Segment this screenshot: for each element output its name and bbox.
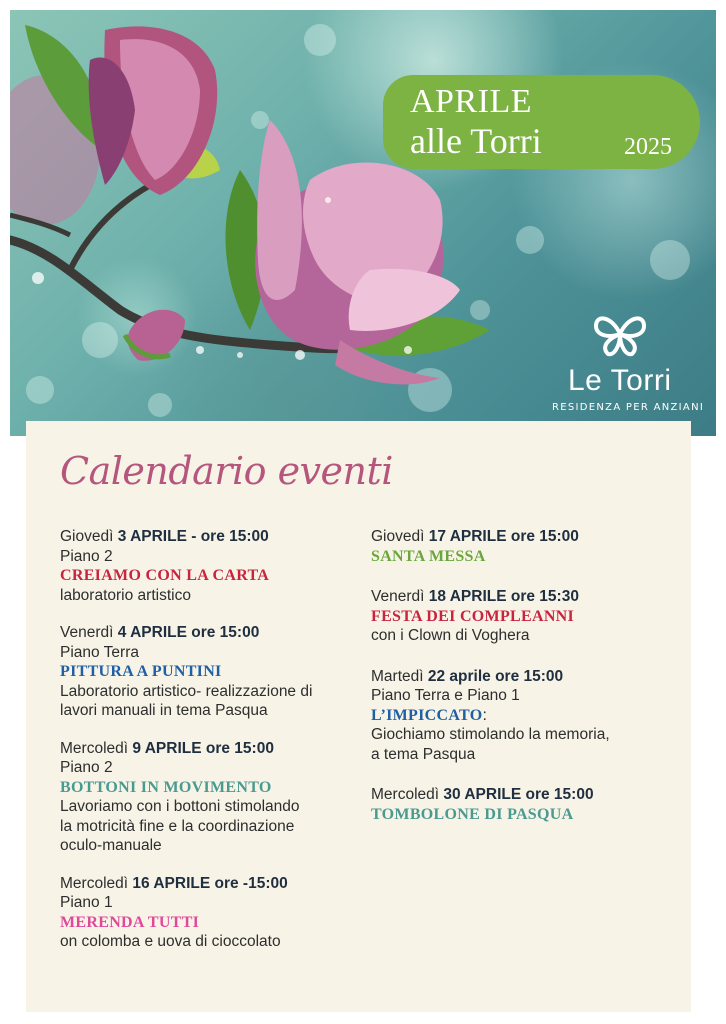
- event-location: Piano Terra: [60, 643, 139, 661]
- event-description: Laboratorio artistico- realizzazione di: [60, 682, 313, 700]
- event-title: PITTURA A PUNTINI: [60, 663, 222, 680]
- event-location: Piano 2: [60, 759, 113, 776]
- event-when: [60, 623, 360, 643]
- event-day: Giovedì: [371, 528, 425, 545]
- event-item: [60, 527, 360, 605]
- butterfly-icon: [590, 310, 650, 358]
- event-when: [60, 874, 360, 894]
- event-location: Piano 1: [60, 894, 113, 911]
- title-year: 2025: [624, 134, 672, 160]
- event-title: BOTTONI IN MOVIMENTO: [60, 778, 272, 796]
- event-title: SANTA MESSA: [371, 547, 486, 565]
- title-banner: [383, 75, 700, 169]
- event-description: Giochiamo stimolando la memoria,: [371, 726, 610, 743]
- event-date: 22 aprile ore 15:00: [427, 667, 564, 685]
- event-date: 18 APRILE ore 15:30: [428, 588, 579, 605]
- event-title: CREIAMO CON LA CARTA: [60, 567, 270, 584]
- event-date: 17 APRILE ore 15:00: [428, 528, 579, 545]
- event-location: Piano Terra e Piano 1: [371, 687, 520, 704]
- hero-image: [10, 10, 716, 436]
- event-title-row: [371, 706, 671, 726]
- calendar-panel: [26, 421, 691, 1012]
- event-description: laboratorio artistico: [60, 586, 191, 604]
- title-month: APRILE: [410, 83, 532, 120]
- calendar-title: Calendario eventi: [60, 449, 393, 493]
- event-item: [60, 623, 360, 721]
- events-column-left: [60, 527, 360, 970]
- event-item: [371, 527, 671, 566]
- event-description: la motricità fine e la coordinazione: [60, 817, 295, 835]
- logo-name: Le Torri: [568, 364, 672, 397]
- event-description: con i Clown di Voghera: [371, 627, 530, 644]
- event-description: lavori manuali in tema Pasqua: [60, 702, 268, 719]
- event-title: MERENDA TUTTI: [60, 913, 200, 931]
- event-when: [60, 527, 360, 547]
- event-date: 16 APRILE ore -15:00: [132, 874, 288, 892]
- event-location: Piano 2: [60, 547, 113, 565]
- event-item: [371, 785, 671, 824]
- event-day: Venerdì: [60, 624, 114, 641]
- event-when: [371, 667, 671, 687]
- event-day: Martedì: [371, 667, 424, 685]
- event-day: Venerdì: [371, 588, 425, 605]
- event-date: 3 APRILE - ore 15:00: [117, 528, 269, 545]
- event-when: [371, 785, 671, 805]
- logo-tagline: RESIDENZA PER ANZIANI: [552, 402, 705, 413]
- event-title: L’IMPICCATO: [371, 706, 483, 724]
- event-date: 4 APRILE ore 15:00: [117, 624, 260, 641]
- le-torri-logo: [550, 310, 705, 420]
- event-date: 9 APRILE ore 15:00: [132, 739, 274, 757]
- event-title: FESTA DEI COMPLEANNI: [371, 607, 575, 625]
- event-when: [60, 739, 360, 759]
- event-item: [371, 587, 671, 646]
- event-description: oculo-manuale: [60, 837, 162, 854]
- event-description: on colomba e uova di cioccolato: [60, 933, 281, 950]
- event-title: TOMBOLONE DI PASQUA: [371, 805, 574, 823]
- event-day: Mercoledì: [60, 874, 129, 892]
- title-subtitle: alle Torri: [410, 121, 542, 161]
- event-day: Mercoledì: [371, 786, 440, 803]
- events-column-right: [371, 527, 671, 845]
- event-when: [371, 587, 671, 607]
- event-description: Lavoriamo con i bottoni stimolando: [60, 798, 300, 815]
- event-date: 30 APRILE ore 15:00: [443, 786, 594, 803]
- event-when: [371, 527, 671, 547]
- event-day: Giovedì: [60, 528, 114, 545]
- event-description: a tema Pasqua: [371, 745, 476, 763]
- event-item: [60, 874, 360, 952]
- event-item: [60, 739, 360, 856]
- event-day: Mercoledì: [60, 739, 129, 757]
- event-item: [371, 667, 671, 765]
- event-title-colon: :: [482, 706, 488, 724]
